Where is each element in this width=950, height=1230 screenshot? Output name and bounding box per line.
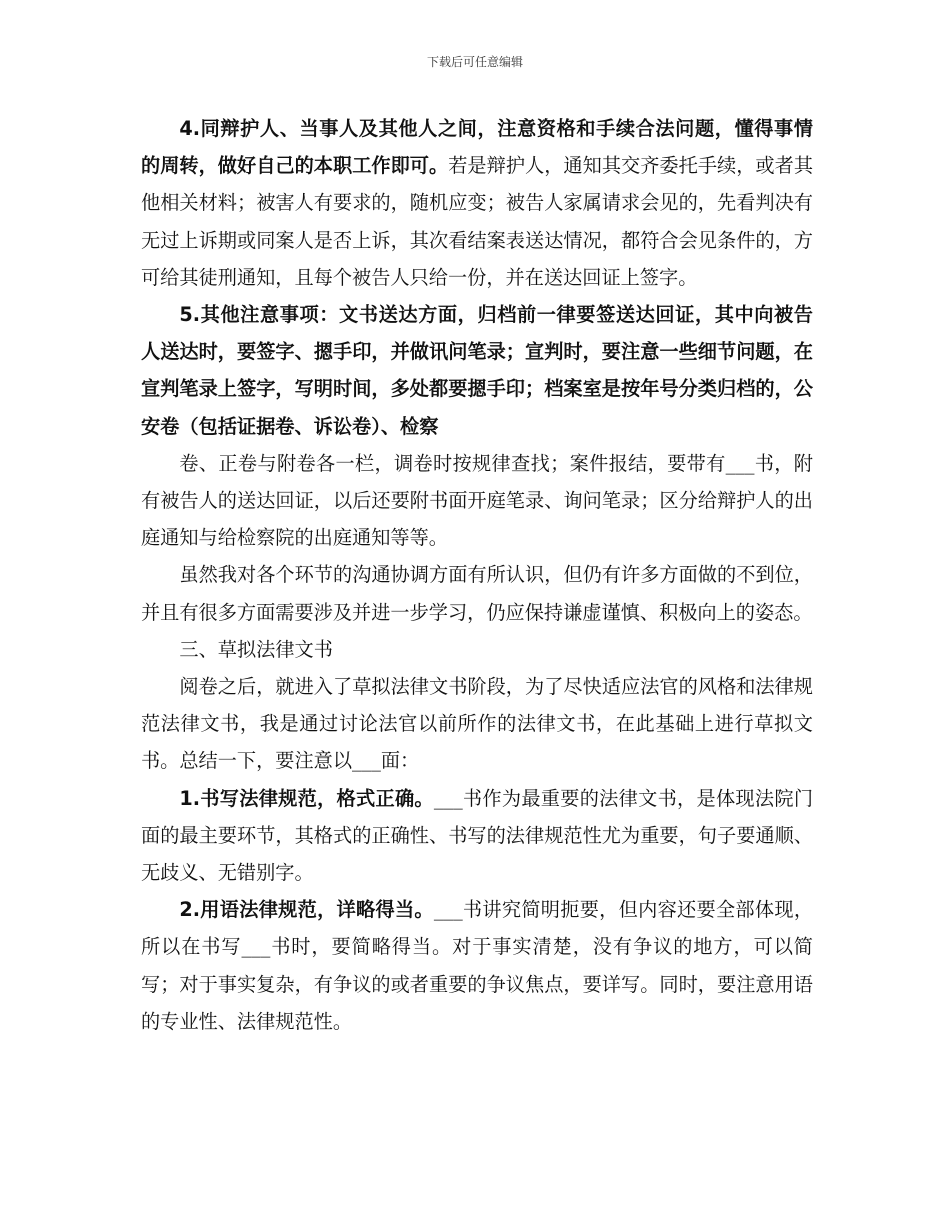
paragraph-point-1 — [141, 780, 813, 892]
section-heading-3 — [141, 631, 813, 668]
document-body — [141, 110, 813, 1040]
paragraph-reflection-text: 虽然我对各个环节的沟通协调方面有所认识，但仍有许多方面做的不到位，并且有很多方面需要涉及并进一步学习，仍应保持谦虚谨慎、积极向上的姿态。 — [141, 563, 813, 624]
paragraph-point-1-bold: 1.书写法律规范，格式正确。 — [179, 786, 434, 810]
paragraph-point-1-text: ___书作为最重要的法律文书，是体现法院门面的最主要环节，其格式的正确性、书写的法律规范性尤为重要，句子要通顺、无歧义、无错别字。 — [141, 786, 814, 885]
paragraph-point-2-text: ___书讲究简明扼要，但内容还要全部体现，所以在书写___书时，要简略得当。对于事实清楚，没有争议的地方，可以简写；对于事实复杂，有争议的或者重要的争议焦点，要详写。同时，要注意用语的专业性、法律规范性。 — [141, 898, 814, 1033]
paragraph-archive — [141, 445, 813, 557]
paragraph-archive-text: 卷、正卷与附卷各一栏，调卷时按规律查找；案件报结，要带有___书，附有被告人的送达回证，以后还要附书面开庭笔录、询问笔录；区分给辩护人的出庭通知与给检察院的出庭通知等等。 — [141, 451, 813, 550]
paragraph-point-2-bold: 2.用语法律规范，详略得当。 — [179, 898, 434, 922]
paragraph-4-text: 若是辩护人，通知其交齐委托手续，或者其他相关材料；被害人有要求的，随机应变；被告人家属请求会见的，先看判决有无过上诉期或同案人是否上诉，其次看结案表送达情况，都符合会见条件的，方可给其徒刑通知，且每个被告人只给一份，并在送达回证上签字。 — [141, 154, 814, 289]
page-header-note: 下载后可任意编辑 — [426, 55, 523, 69]
section-heading-3-text: 三、草拟法律文书 — [179, 637, 333, 661]
paragraph-reflection — [141, 556, 813, 630]
paragraph-point-2 — [141, 891, 813, 1040]
paragraph-5-bold: 5.其他注意事项：文书送达方面，归档前一律要签送达回证，其中向被告人送达时，要签字、摁手印，并做讯问笔录；宣判时，要注意一些细节问题，在宣判笔录上签字，写明时间，多处都要摁手印；档案室是按年号分类归档的，公安卷（包括证据卷、诉讼卷）、检察 — [141, 303, 813, 438]
paragraph-drafting-intro-text: 阅卷之后，就进入了草拟法律文书阶段，为了尽快适应法官的风格和法律规范法律文书，我是通过讨论法官以前所作的法律文书，在此基础上进行草拟文书。总结一下，要注意以___面： — [141, 675, 813, 773]
paragraph-5 — [141, 296, 813, 445]
paragraph-4 — [141, 110, 813, 296]
paragraph-4-bold: 4.同辩护人、当事人及其他人之间，注意资格和手续合法问题，懂得事情的周转，做好自己的本职工作即可。 — [141, 117, 813, 178]
paragraph-drafting-intro — [141, 668, 813, 780]
